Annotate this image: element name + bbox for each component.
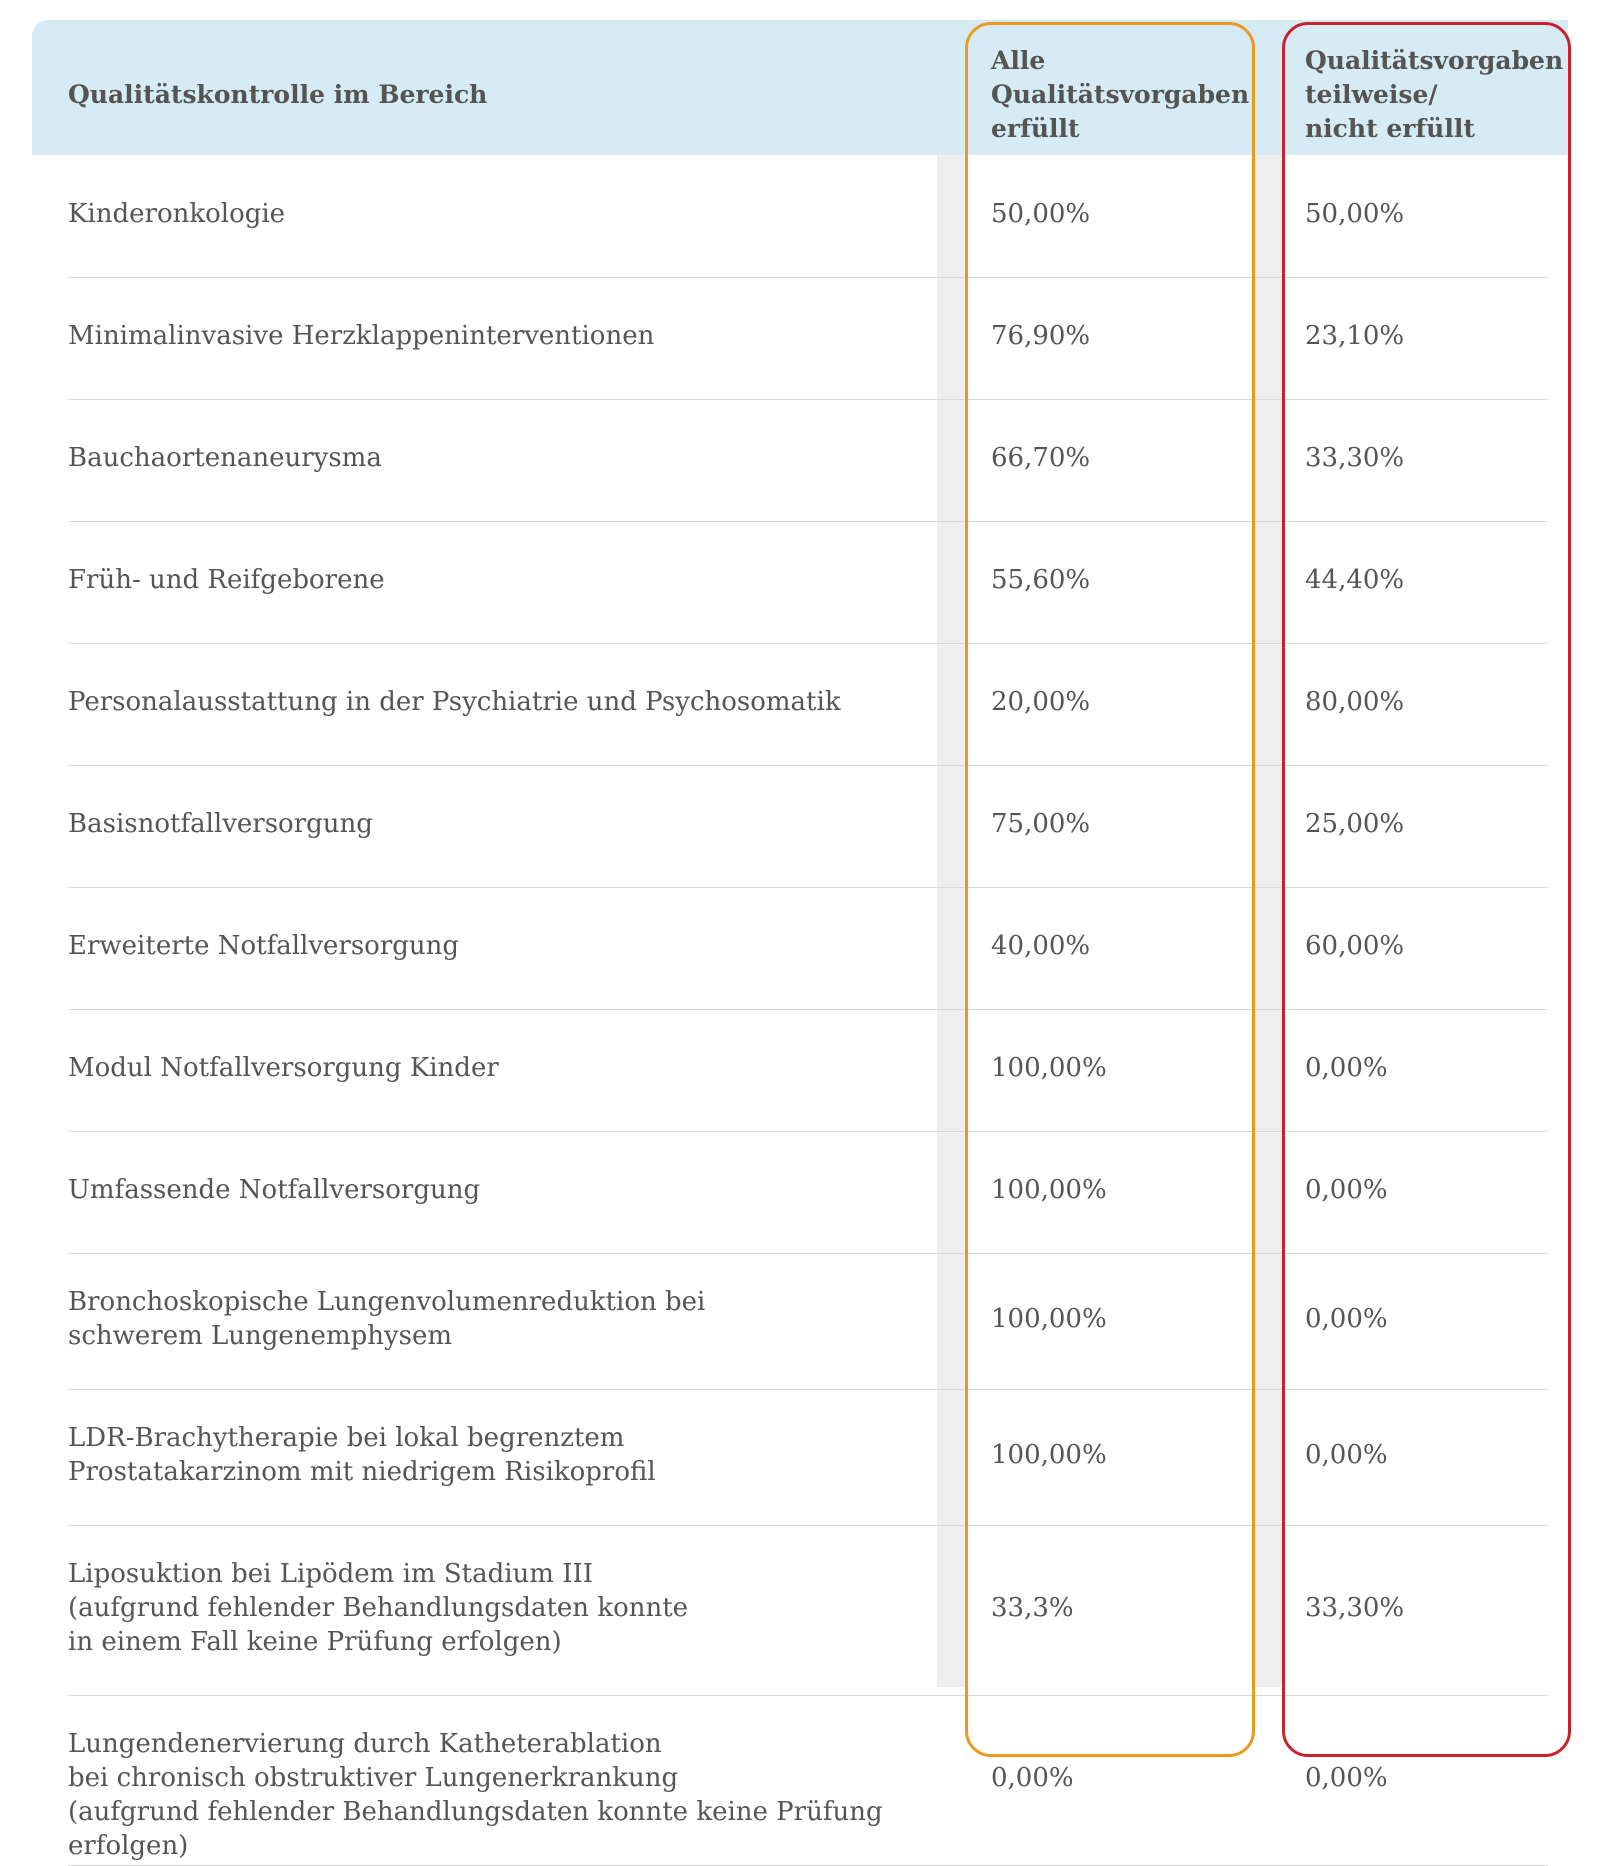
table-row [0, 1525, 1600, 1695]
table-row [0, 155, 1600, 277]
row-label: Modul Notfallversorgung Kinder [68, 1053, 499, 1083]
table-row [0, 399, 1600, 521]
table-row [0, 1695, 1600, 1865]
value-not-met: 44,40% [1305, 565, 1405, 595]
header-area: Qualitätskontrolle im Bereich [68, 80, 488, 109]
value-met: 100,00% [991, 1053, 1107, 1083]
row-label: Basisnotfallversorgung [68, 809, 373, 839]
row-label: Liposuktion bei Lipödem im Stadium III (aufgrund fehlender Behandlungsdaten konnte in einem Fall keine Prüfung erfolgen) [68, 1559, 689, 1657]
table-row [0, 1253, 1600, 1389]
value-met: 33,3% [991, 1593, 1074, 1623]
value-not-met: 80,00% [1305, 687, 1405, 717]
value-met: 20,00% [991, 687, 1091, 717]
value-met: 100,00% [991, 1175, 1107, 1205]
table-row [0, 277, 1600, 399]
table-row [0, 521, 1600, 643]
table-row [0, 1389, 1600, 1525]
value-not-met: 60,00% [1305, 931, 1405, 961]
table-row [0, 1009, 1600, 1131]
table-row [0, 643, 1600, 765]
row-label: Umfassende Notfallversorgung [68, 1175, 481, 1205]
value-met: 40,00% [991, 931, 1091, 961]
value-met: 100,00% [991, 1440, 1107, 1470]
row-label: Erweiterte Notfallversorgung [68, 931, 460, 961]
value-met: 66,70% [991, 443, 1091, 473]
value-met: 100,00% [991, 1304, 1107, 1334]
value-not-met: 0,00% [1305, 1304, 1388, 1334]
value-met: 55,60% [991, 565, 1091, 595]
value-not-met: 0,00% [1305, 1175, 1388, 1205]
row-label: Bauchaortenaneurysma [68, 443, 382, 473]
row-label: Lungendenervierung durch Katheterablation bei chronisch obstruktiver Lungenerkrankung (aufgrund fehlender Behandlungsdaten konnte keine Prüfung erfolgen) [68, 1729, 883, 1861]
value-not-met: 0,00% [1305, 1440, 1388, 1470]
row-label: Früh- und Reifgeborene [68, 565, 385, 595]
header-met: Alle Qualitätsvorgaben erfüllt [991, 46, 1250, 143]
value-not-met: 25,00% [1305, 809, 1405, 839]
table-row [0, 765, 1600, 887]
value-not-met: 50,00% [1305, 199, 1405, 229]
row-label: Bronchoskopische Lungenvolumenreduktion bei schwerem Lungenemphysem [68, 1287, 706, 1351]
value-met: 75,00% [991, 809, 1091, 839]
value-not-met: 0,00% [1305, 1763, 1388, 1793]
value-not-met: 33,30% [1305, 1593, 1405, 1623]
row-label: Minimalinvasive Herzklappeninterventionen [68, 321, 655, 351]
row-label: Personalausstattung in der Psychiatrie und Psychosomatik [68, 687, 841, 717]
value-met: 50,00% [991, 199, 1091, 229]
value-met: 0,00% [991, 1763, 1074, 1793]
header-not-met: Qualitätsvorgaben teilweise/ nicht erfüllt [1305, 46, 1564, 143]
row-label: Kinderonkologie [68, 199, 286, 229]
value-met: 76,90% [991, 321, 1091, 351]
value-not-met: 0,00% [1305, 1053, 1388, 1083]
value-not-met: 23,10% [1305, 321, 1405, 351]
row-label: LDR-Brachytherapie bei lokal begrenztem Prostatakarzinom mit niedrigem Risikoprofil [68, 1423, 656, 1487]
value-not-met: 33,30% [1305, 443, 1405, 473]
table-row [0, 887, 1600, 1009]
table-row [0, 1131, 1600, 1253]
